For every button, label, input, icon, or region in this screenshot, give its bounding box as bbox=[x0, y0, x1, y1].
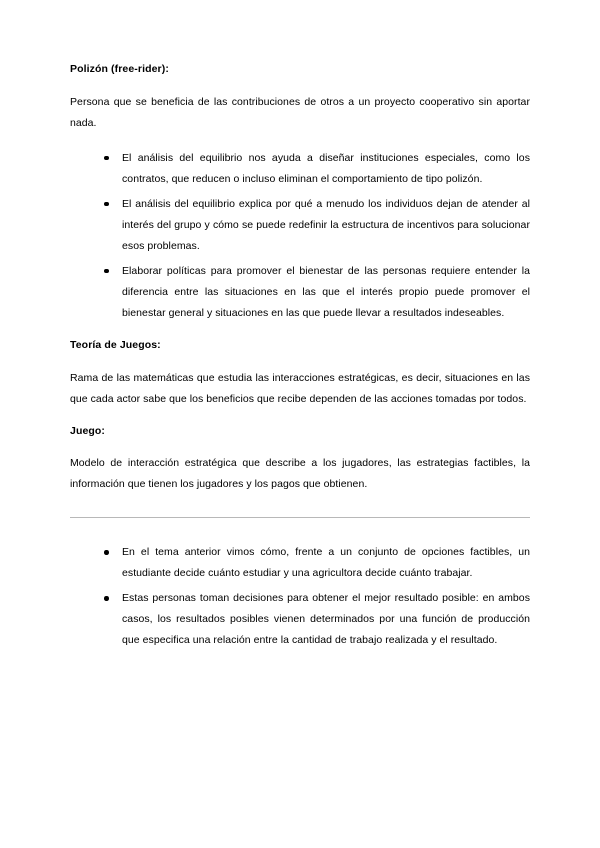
list-item: En el tema anterior vimos cómo, frente a un conjunto de opciones factibles, un estudiante decide cuánto estudiar y una agricultora decide cuánto trabajar. bbox=[104, 542, 530, 584]
section-heading: Juego: bbox=[70, 424, 106, 437]
section-juego bbox=[70, 424, 530, 496]
list-item: Estas personas toman decisiones para obtener el mejor resultado posible: en ambos casos, los resultados posibles vienen determinados por una función de producción que especifica una relación entre la cantidad de trabajo realizada y el resultado. bbox=[104, 588, 530, 651]
list-item: El análisis del equilibrio explica por qué a menudo los individuos dejan de atender al interés del grupo y cómo se puede redefinir la estructura de incentivos para solucionar esos problemas. bbox=[104, 194, 530, 257]
section-heading: Polizón (free-rider): bbox=[70, 63, 169, 75]
section-paragraph: Modelo de interacción estratégica que describe a los jugadores, las estrategias factibles, la información que tienen los jugadores y los pagos que obtienen. bbox=[70, 457, 530, 491]
list-item: Elaborar políticas para promover el bienestar de las personas requiere entender la diferencia entre las situaciones en las que el interés propio puede promover el bienestar general y situaciones en las que puede llevar a resultados indeseables. bbox=[104, 261, 530, 324]
section-divider bbox=[70, 517, 530, 518]
list-item: El análisis del equilibrio nos ayuda a diseñar instituciones especiales, como los contratos, que reducen o incluso eliminan el comportamiento de tipo polizón. bbox=[104, 148, 530, 190]
section-paragraph: Rama de las matemáticas que estudia las interacciones estratégicas, es decir, situaciones en las que cada actor sabe que los beneficios que recibe dependen de las acciones tomadas por todos. bbox=[70, 371, 530, 405]
closing-bullet-list bbox=[70, 542, 530, 651]
section-paragraph: Persona que se beneficia de las contribuciones de otros a un proyecto cooperativo sin aportar nada. bbox=[70, 95, 530, 129]
bullet-list bbox=[70, 148, 530, 324]
section-heading: Teoría de Juegos: bbox=[70, 338, 161, 351]
section-polizon bbox=[70, 62, 530, 324]
section-teoria-de-juegos bbox=[70, 338, 530, 410]
